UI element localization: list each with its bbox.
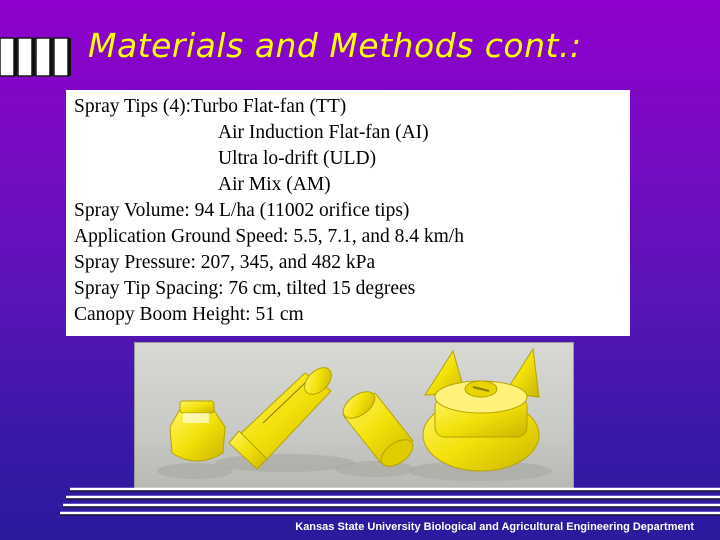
content-line: Application Ground Speed: 5.5, 7.1, and 8.4 km/h: [74, 226, 464, 247]
nozzle-tip-3: [339, 386, 418, 471]
content-line: Spray Tips (4):Turbo Flat-fan (TT): [74, 96, 347, 117]
nozzle-cap-4: [423, 349, 539, 471]
nozzle-tip-2: [229, 363, 336, 469]
content-line: Spray Tip Spacing: 76 cm, tilted 15 degrees: [74, 278, 416, 299]
content-line: Air Induction Flat-fan (AI): [218, 122, 429, 143]
spray-nozzles-photo: [134, 342, 574, 490]
slide-title: Materials and Methods cont.:: [88, 26, 582, 65]
content-box: [66, 90, 630, 336]
nozzle-tip-1: [170, 401, 225, 461]
decorative-bars-graphic: [0, 36, 80, 80]
content-line: Spray Volume: 94 L/ha (11002 orifice tips): [74, 200, 410, 221]
content-line: Canopy Boom Height: 51 cm: [74, 304, 304, 325]
decorative-stripes-graphic: [60, 486, 720, 520]
content-line: Air Mix (AM): [218, 174, 331, 195]
content-line: Spray Pressure: 207, 345, and 482 kPa: [74, 252, 376, 273]
footer-text: Kansas State University Biological and Agricultural Engineering Department: [295, 521, 694, 533]
content-line: Ultra lo-drift (ULD): [218, 148, 377, 169]
